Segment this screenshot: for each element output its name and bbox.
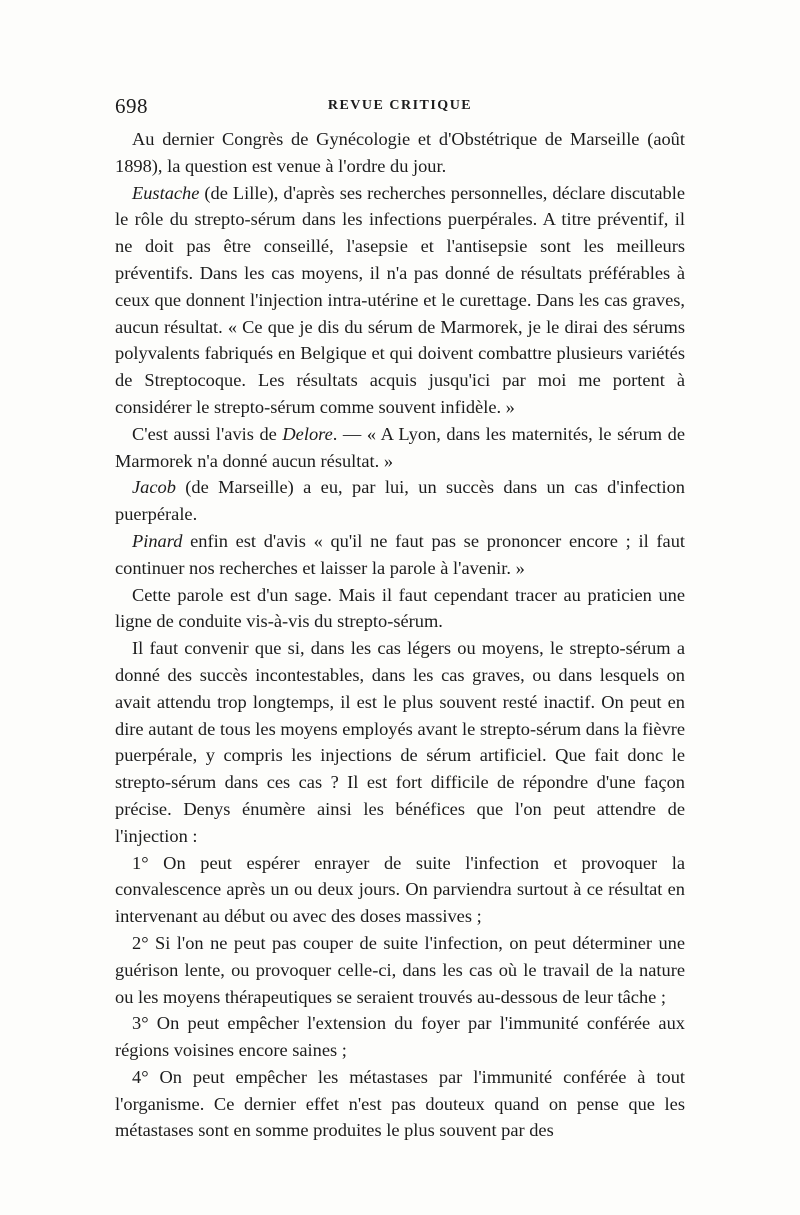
paragraph-congres: Au dernier Congrès de Gynécologie et d'Obstétrique de Marseille (août 1898), la question est venue à l'ordre du jour.	[115, 129, 685, 176]
paragraph-sage: Cette parole est d'un sage. Mais il faut cependant tracer au praticien une ligne de conduite vis-à-vis du strepto-sérum.	[115, 584, 685, 632]
author-name: Pinard	[132, 530, 183, 551]
page-header	[115, 94, 685, 120]
running-head: REVUE CRITIQUE	[327, 98, 473, 113]
page-number: 698	[115, 94, 148, 118]
paragraph-delore: C'est aussi l'avis de Delore. — « A Lyon, dans les maternités, le sérum de Marmorek n'a donné aucun résultat. »	[115, 423, 685, 471]
list-item-2: 2° Si l'on ne peut pas couper de suite l'infection, on peut déterminer une guérison lente, ou provoquer celle-ci, dans les cas où le travail de la nature ou les moyens thérapeutiques se seraient trouvés au-dessous de leur tâche ;	[115, 932, 685, 1007]
paragraph-pinard: Pinard enfin est d'avis « qu'il ne faut pas se prononcer encore ; il faut continuer nos recherches et laisser la parole à l'avenir. »	[115, 530, 685, 578]
list-item-1: 1° On peut espérer enrayer de suite l'infection et provoquer la convalescence après un ou deux jours. On parviendra surtout à ce résultat en intervenant au début ou avec des doses massives ;	[115, 852, 685, 927]
author-name: Jacob	[132, 477, 176, 498]
body-text	[115, 126, 685, 1144]
paragraph-convenir: Il faut convenir que si, dans les cas légers ou moyens, le strepto-sérum a donné des succès incontestables, dans les cas graves, ou dans lesquels on avait attendu trop longtemps, il est le plus souvent resté inactif. On peut en dire autant de tous les moyens employés avant le strepto-sérum dans la fièvre puerpérale, y compris les injections de sérum artificiel. Que fait donc le strepto-sérum dans ces cas ? Il est fort difficile de répondre d'une façon précise. Denys énumère ainsi les bénéfices que l'on peut attendre de l'injection :	[115, 638, 685, 846]
paragraph-eustache: Eustache (de Lille), d'après ses recherches personnelles, déclare discutable le rôle du strepto-sérum dans les infections puerpérales. A titre préventif, il ne doit pas être conseillé, l'asepsie et l'antisepsie sont les meilleurs préventifs. Dans les cas moyens, il n'a pas donné de résultats préférables à ceux que donnent l'injection intra-utérine et le curettage. Dans les cas graves, aucun résultat. « Ce que je dis du sérum de Marmorek, je le dirai des sérums polyvalents fabriqués en Belgique et qui doivent combattre plusieurs variétés de Streptocoque. Les résultats acquis jusqu'ici par moi me portent à considérer le strepto-sérum comme souvent infidèle. »	[115, 182, 685, 417]
author-name: Delore	[282, 423, 333, 444]
author-name: Eustache	[132, 182, 200, 203]
list-item-3: 3° On peut empêcher l'extension du foyer par l'immunité conférée aux régions voisines encore saines ;	[115, 1013, 685, 1061]
list-item-4: 4° On peut empêcher les métastases par l'immunité conférée à tout l'organisme. Ce dernier effet n'est pas douteux quand on pense que les métastases sont en somme produites le plus souvent par des	[115, 1066, 685, 1141]
paragraph-jacob: Jacob (de Marseille) a eu, par lui, un succès dans un cas d'infection puerpérale.	[115, 477, 685, 525]
